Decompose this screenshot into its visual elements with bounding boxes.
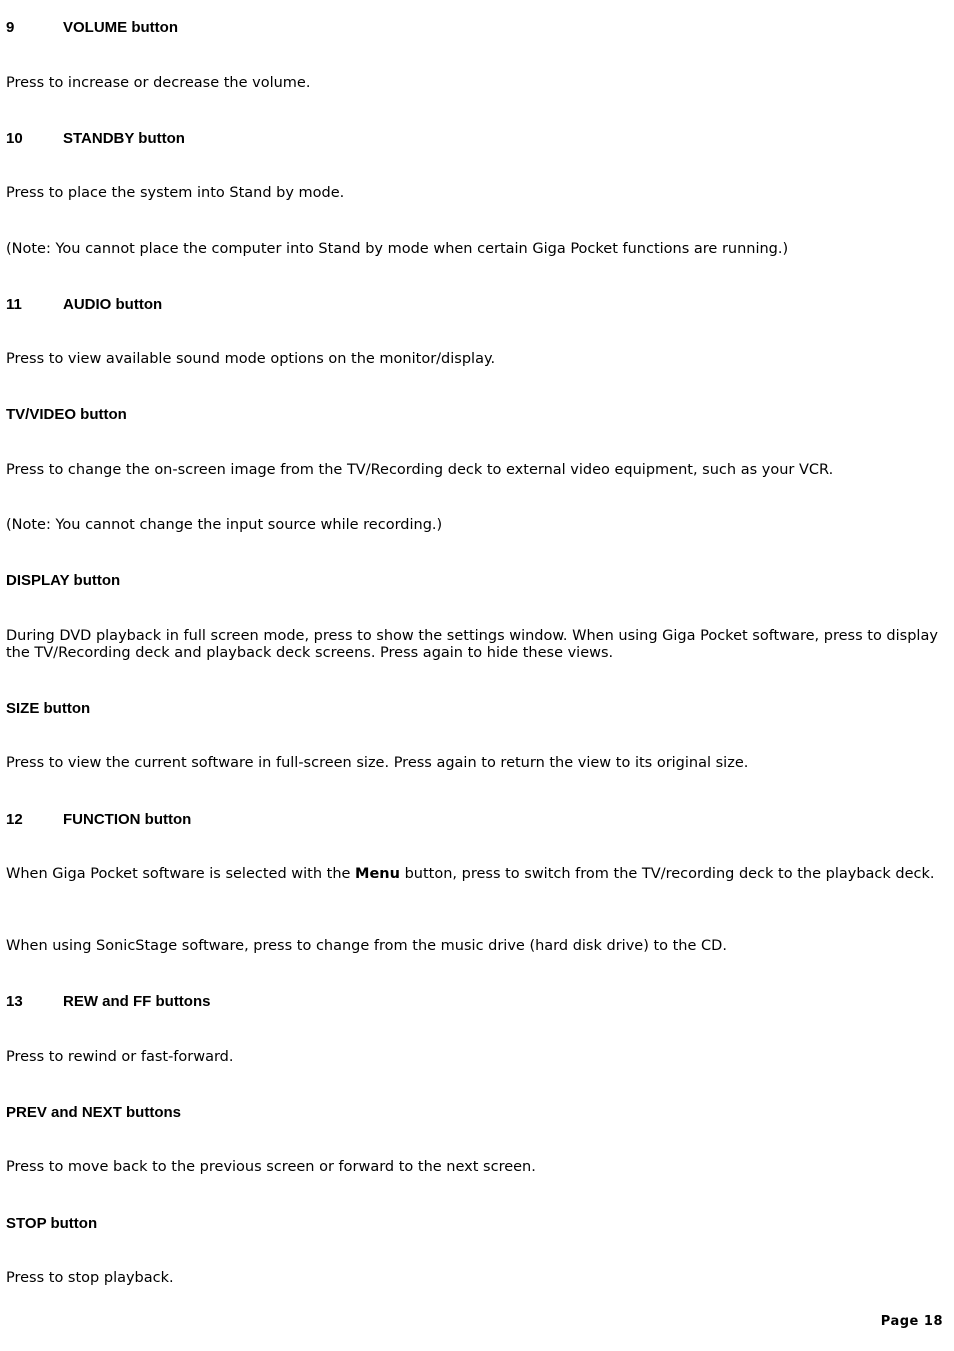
heading-title: FUNCTION button <box>63 811 192 828</box>
paragraph: Press to view available sound mode options on the monitor/display. <box>6 351 496 367</box>
paragraph: Press to rewind or fast-forward. <box>6 1049 234 1065</box>
heading-rewff <box>6 993 938 1010</box>
heading-prevnext: PREV and NEXT buttons <box>6 1104 182 1121</box>
paragraph: Press to view the current software in full-screen size. Press again to return the view to its original size. <box>6 755 749 771</box>
heading-display: DISPLAY button <box>6 572 121 589</box>
heading-title: AUDIO button <box>63 296 163 313</box>
heading-tvvideo: TV/VIDEO button <box>6 406 127 423</box>
heading-number: 12 <box>6 811 23 828</box>
paragraph: When using SonicStage software, press to change from the music drive (hard disk drive) to the CD. <box>6 938 727 954</box>
paragraph: Press to move back to the previous screen or forward to the next screen. <box>6 1159 536 1175</box>
paragraph: During DVD playback in full screen mode, press to show the settings window. When using Giga Pocket software, press to display the TV/Recording deck and playback deck screens. Press again to hide these views. <box>6 628 938 661</box>
heading-audio <box>6 296 938 313</box>
heading-title: STANDBY button <box>63 130 185 147</box>
text-run: When Giga Pocket software is selected with the <box>6 866 356 882</box>
page-number: Page 18 <box>880 1314 943 1329</box>
note-paragraph: (Note: You cannot place the computer into Stand by mode when certain Giga Pocket functions are running.) <box>6 241 789 257</box>
heading-number: 11 <box>6 296 22 313</box>
text-run: button, press to switch from the TV/recording deck to the playback deck. <box>399 866 935 882</box>
paragraph <box>6 866 938 883</box>
heading-function <box>6 811 938 828</box>
heading-number: 9 <box>6 19 15 36</box>
heading-title: VOLUME button <box>63 19 178 36</box>
paragraph: Press to place the system into Stand by mode. <box>6 185 345 201</box>
heading-size: SIZE button <box>6 700 91 717</box>
paragraph: Press to change the on-screen image from the TV/Recording deck to external video equipment, such as your VCR. <box>6 462 834 478</box>
paragraph: Press to increase or decrease the volume. <box>6 75 311 91</box>
heading-title: REW and FF buttons <box>63 993 211 1010</box>
note-paragraph: (Note: You cannot change the input source while recording.) <box>6 517 443 533</box>
paragraph: Press to stop playback. <box>6 1270 174 1286</box>
heading-volume <box>6 19 938 36</box>
heading-stop: STOP button <box>6 1215 98 1232</box>
heading-standby <box>6 130 938 147</box>
menu-button-term: Menu <box>355 866 400 882</box>
heading-number: 13 <box>6 993 23 1010</box>
heading-number: 10 <box>6 130 23 147</box>
